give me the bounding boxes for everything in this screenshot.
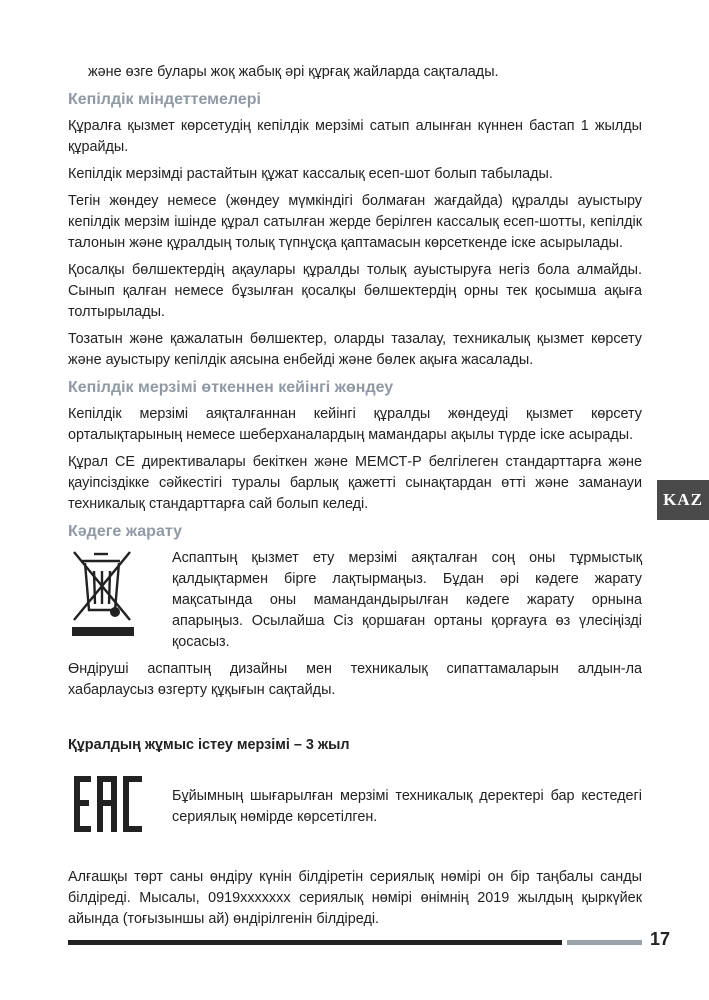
warranty-heading: Кепілдік міндеттемелері [68,91,261,108]
post-warranty-paragraph-1: Кепілдік мерзімі аяқталғаннан кейінгі құралды жөндеуді қызмет көрсету орталықтарының немесе шеберханалардың мамандары ақылы түрде іске асырады. [68,406,642,443]
disposal-paragraph-1: Аспаптың қызмет ету мерзімі аяқталған соң оны тұрмыстық қалдықтармен бірге лақтырмаңыз. Бұдан әрі кәдеге жарату мақсатында оны мамандандырылған кәдеге жарату орнына апарыңыз. Осылайша Сіз қоршаған ортаны қорғауға өз үлесіңізді қосасыз. [172,550,642,650]
disposal-text [172,548,642,653]
warranty-paragraph-1: Құралға қызмет көрсетудің кепілдік мерзімі сатып алынған күннен бастап 1 жылды құрайды. [68,118,642,155]
eac-mark-icon [68,774,172,839]
eac-row [68,774,642,839]
footer-bar-light [567,940,642,945]
eac-text-block [172,774,642,828]
disposal-paragraph-2: Өндіруші аспаптың дизайны мен техникалық сипаттамаларын алдын-ла хабарлаусыз өзгерту құқығын сақтайды. [68,661,642,698]
service-life-title: Құралдың жұмыс істеу мерзімі – 3 жыл [68,737,350,753]
crossed-out-wheelie-bin-icon [68,548,172,645]
page-number: 17 [650,929,671,949]
disposal-row [68,548,642,653]
warranty-paragraph-4: Қосалқы бөлшектердің ақаулары құралды толық ауыстыруға негіз бола алмайды. Сынып қалған немесе бұзылған қосалқы бөлшектердің орны тек қосымша ақыға толтырылады. [68,262,642,320]
post-warranty-heading: Кепілдік мерзімі өткеннен кейінгі жөндеу [68,379,394,396]
warranty-paragraph-5: Тозатын және қажалатын бөлшектер, оларды тазалау, техникалық қызмет көрсету және ауыстыру кепілдік аясына енбейді және бөлек ақыға жасалады. [68,331,642,368]
post-warranty-paragraph-2: Құрал СЕ директивалары бекіткен және МЕМСТ-Р белгілеген стандарттарға және қауіпсіздікке сәйкестігі туралы барлық қажетті сынақтардан өтті және заманауи техникалық стандарттарға сай болып келеді. [68,454,642,512]
serial-number-text: Алғашқы төрт саны өндіру күнін білдіретін сериялық нөмірі он бір таңбалы санды білдіреді. Мысалы, 0919ххххххх сериялық нөмірі өнімнің 2019 жылдың қыркүйек айында (тоғызыншы ай) өндірілгенін білдіреді. [68,869,642,927]
warranty-paragraph-2: Кепілдік мерзімді растайтын құжат кассалық есеп-шот болып табылады. [68,166,553,182]
footer-bar-dark [68,940,562,945]
warranty-paragraph-3: Тегін жөндеу немесе (жөндеу мүмкіндігі болмаған жағдайда) құралды ауыстыру кепілдік мерзім ішінде құрал сатылған жерде берілген кассалық есеп-шотты, кепілдік талонын және құралдың толық түпнұсқа қаптамасын көрсеткенде іске асырылады. [68,193,642,251]
disposal-heading: Кәдеге жарату [68,523,182,540]
intro-line: және өзге булары жоқ жабық әрі құрғақ жайларда сақталады. [88,64,499,80]
eac-text: Бұйымның шығарылған мерзімі техникалық деректері бар кестедегі сериялық нөмірде көрсетілген. [172,788,642,825]
page-content [68,62,642,936]
language-tab: KAZ [657,480,709,520]
